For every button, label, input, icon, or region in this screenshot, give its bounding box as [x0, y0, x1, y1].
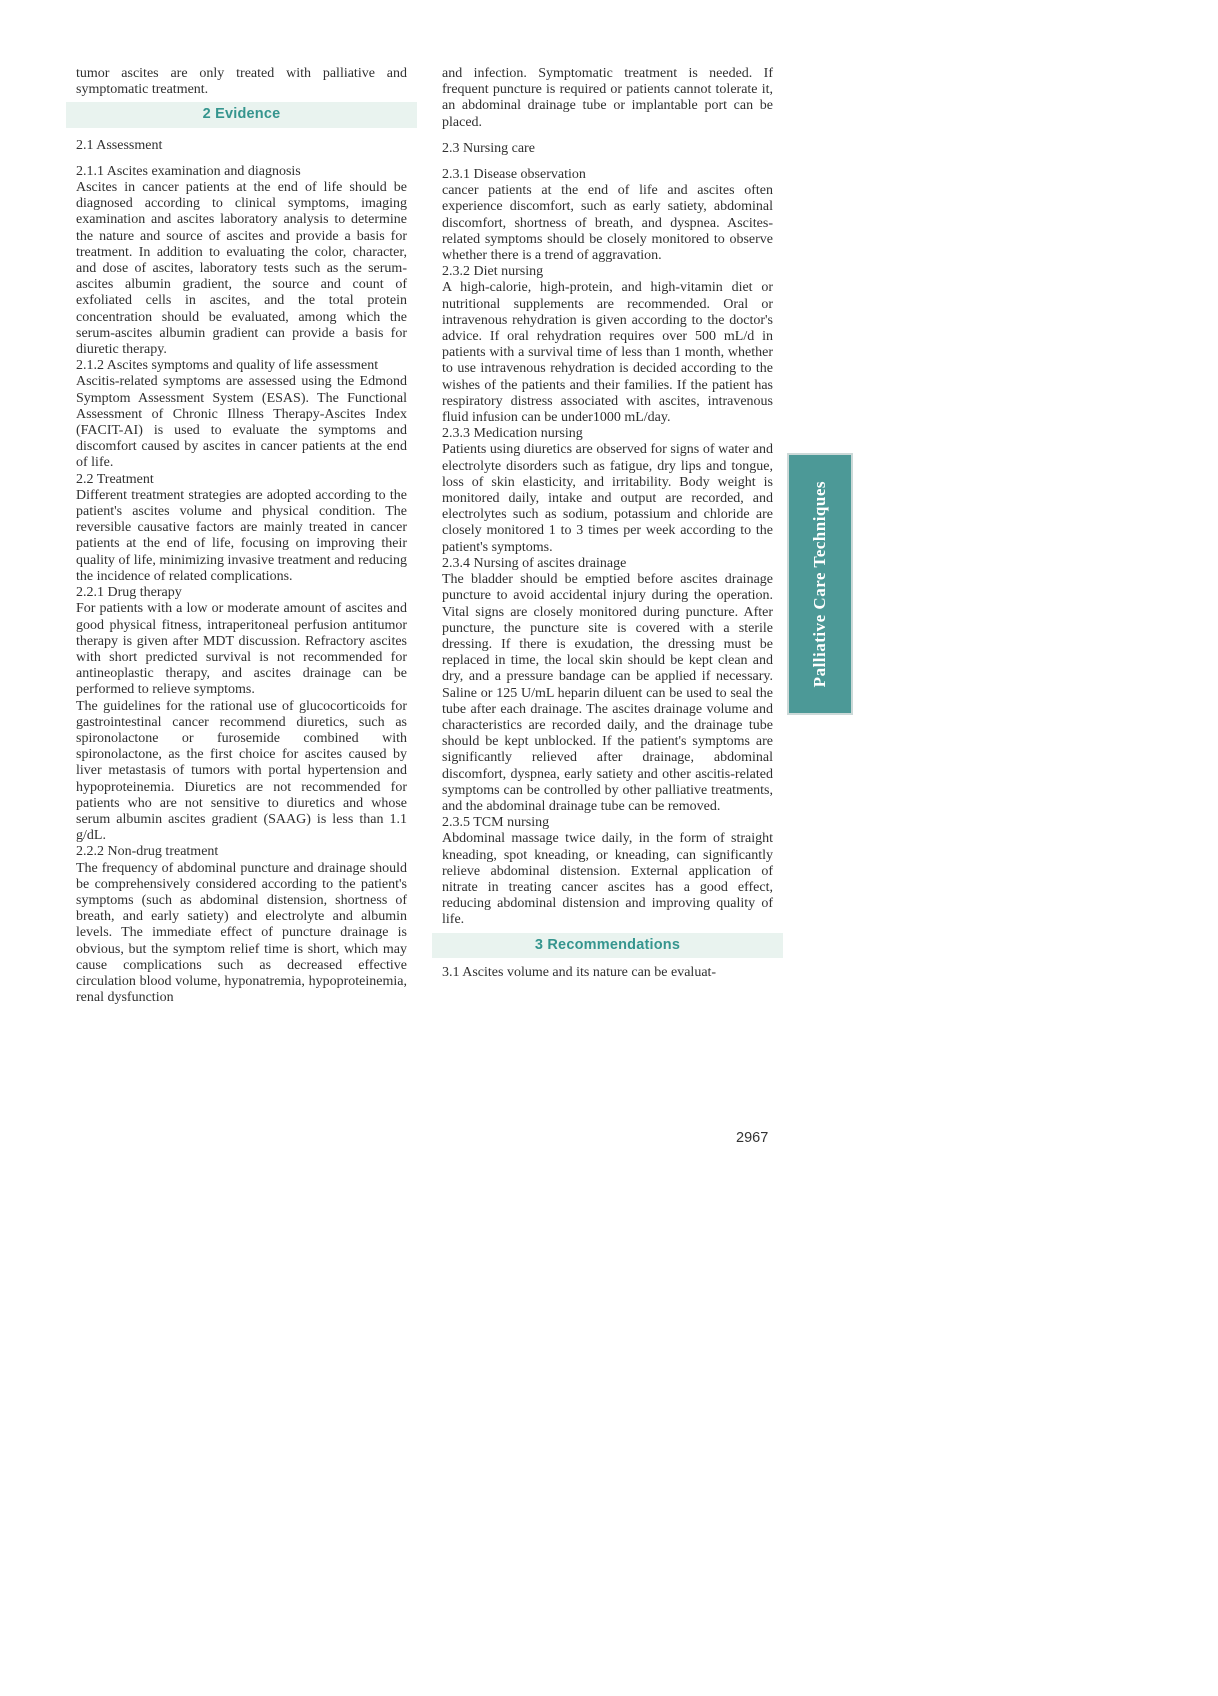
paragraph: and infection. Symptomatic treatment is needed. If frequent puncture is required or patients cannot tolerate it, an abdominal drainage tube or implantable port can be placed. — [442, 66, 773, 130]
paragraph: 3.1 Ascites volume and its nature can be evaluat- — [442, 964, 717, 980]
subsubsection-heading: 2.2.2 Non-drug treatment — [76, 844, 219, 860]
paragraph: For patients with a low or moderate amount of ascites and good physical fitness, intraperitoneal perfusion antitumor therapy is given after MDT discussion. Refractory ascites with short predicted survival is not recommended for antineoplastic therapy, and ascites drainage can be performed to relieve symptoms. — [76, 601, 407, 698]
subsection-heading: 2.3 Nursing care — [442, 140, 535, 156]
subsubsection-heading: 2.1.2 Ascites symptoms and quality of life assessment — [76, 358, 379, 374]
subsection-heading: 2.1 Assessment — [76, 137, 163, 153]
paragraph: A high-calorie, high-protein, and high-vitamin diet or nutritional supplements are recommended. Oral or intravenous rehydration is given according to the doctor's advice. If oral rehydration requires over 500 mL/d in patients with a survival time of less than 1 month, whether to use intravenous rehydration is decided according to the wishes of the patients and their families. If the patient has respiratory distress associated with ascites, intravenous fluid infusion can be under1000 mL/day. — [442, 280, 773, 426]
paragraph: Ascites in cancer patients at the end of life should be diagnosed according to clinical symptoms, imaging examination and ascites laboratory analysis to determine the nature and source of ascites and provide a basis for treatment. In addition to evaluating the color, character, and dose of ascites, laboratory tests such as the serum-ascites albumin gradient, the source and count of exfoliated cells in ascites, and the total protein concentration should be evaluated, among which the serum-ascites albumin gradient can provide a basis for diuretic therapy. — [76, 180, 407, 358]
subsubsection-heading: 2.3.2 Diet nursing — [442, 264, 544, 280]
paragraph: The frequency of abdominal puncture and drainage should be comprehensively considered according to the patient's symptoms (such as abdominal distension, shortness of breath, and early satiety) and electrolyte and albumin levels. The immediate effect of puncture drainage is obvious, but the symptom relief time is short, which may cause complications such as decreased effective circulation blood volume, hyponatremia, hypoproteinemia, renal dysfunction — [76, 860, 407, 1006]
paragraph: The guidelines for the rational use of glucocorticoids for gastrointestinal cancer recommend diuretics, such as spironolactone or furosemide combined with spironolactone, as the first choice for ascites caused by liver metastasis of tumors with portal hypertension and hypoproteinemia. Diuretics are not recommended for patients who are not sensitive to diuretics and whose serum albumin ascites gradient (SAAG) is less than 1.1 g/dL. — [76, 698, 407, 844]
section-header-band: 3 Recommendations — [432, 933, 783, 958]
subsubsection-heading: 2.3.1 Disease observation — [442, 167, 586, 183]
subsubsection-heading: 2.3.4 Nursing of ascites drainage — [442, 555, 627, 571]
text-column-left — [76, 66, 407, 1006]
subsubsection-heading: 2.2 Treatment — [76, 471, 154, 487]
chapter-side-tab — [787, 453, 853, 715]
chapter-side-tab-label: Palliative Care Techniques — [810, 480, 829, 688]
paragraph: Patients using diuretics are observed for signs of water and electrolyte disorders such as fatigue, dry lips and tongue, loss of skin elasticity, and irritability. Body weight is monitored daily, intake and output are recorded, and electrolytes such as sodium, potassium and chloride are closely monitored 1 to 3 times per week according to the patient's symptoms. — [442, 442, 773, 555]
subsubsection-heading: 2.2.1 Drug therapy — [76, 585, 182, 601]
subsubsection-heading: 2.1.1 Ascites examination and diagnosis — [76, 163, 301, 179]
paragraph: Abdominal massage twice daily, in the form of straight kneading, spot kneading, or kneading, can significantly relieve abdominal distension. External application of nitrate in treating cancer ascites has a good effect, reducing abdominal distension and improving quality of life. — [442, 831, 773, 928]
page-number: 2967 — [736, 1130, 769, 1146]
paragraph: tumor ascites are only treated with palliative and symptomatic treatment. — [76, 66, 407, 98]
paragraph: Ascitis-related symptoms are assessed using the Edmond Symptom Assessment System (ESAS). The Functional Assessment of Chronic Illness Therapy-Ascites Index (FACIT-AI) is used to evaluate the symptoms and discomfort caused by ascites in cancer patients at the end of life. — [76, 374, 407, 471]
subsubsection-heading: 2.3.3 Medication nursing — [442, 426, 583, 442]
paragraph: Different treatment strategies are adopted according to the patient's ascites volume and physical condition. The reversible causative factors are mainly treated in cancer patients at the end of life, focusing on improving their quality of life, minimizing invasive treatment and reducing the incidence of related complications. — [76, 487, 407, 584]
subsubsection-heading: 2.3.5 TCM nursing — [442, 815, 550, 831]
section-header-band: 2 Evidence — [66, 102, 417, 127]
paragraph: The bladder should be emptied before ascites drainage puncture to avoid accidental injury during the operation. Vital signs are closely monitored during puncture. After puncture, the puncture site is covered with a sterile dressing. If there is exudation, the dressing must be replaced in time, the local skin should be kept clean and dry, and a pressure bandage can be applied if necessary. Saline or 125 U/mL heparin diluent can be used to seal the tube after each drainage. The ascites drainage volume and characteristics are recorded daily, and the drainage tube should be kept unblocked. If the patient's symptoms are significantly relieved after drainage, abdominal discomfort, dyspnea, early satiety and other ascitis-related symptoms can be controlled by other palliative treatments, and the abdominal drainage tube can be removed. — [442, 572, 773, 814]
paragraph: cancer patients at the end of life and ascites often experience discomfort, such as early satiety, abdominal discomfort, shortness of breath, and dyspnea. Ascites-related symptoms should be closely monitored to observe whether there is a trend of aggravation. — [442, 183, 773, 264]
text-column-right — [442, 66, 773, 981]
